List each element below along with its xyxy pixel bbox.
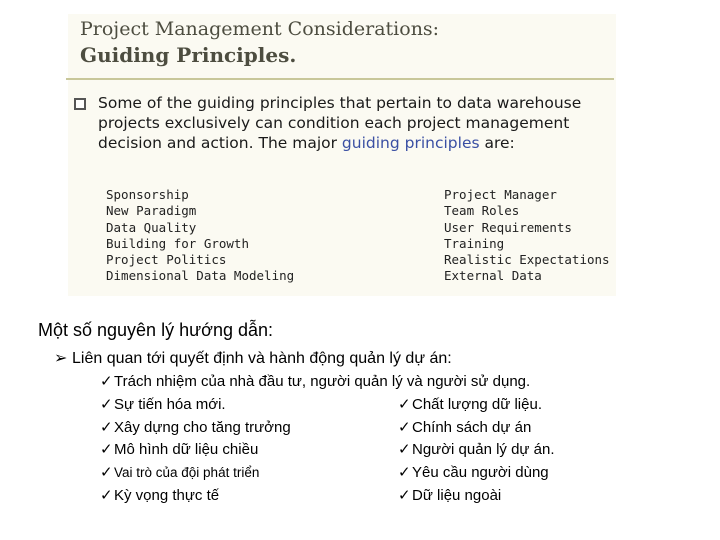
vietnamese-subheading	[54, 348, 718, 370]
principle-item: Project Politics	[106, 252, 227, 268]
arrow-bullet-icon: ➢	[54, 350, 68, 367]
title-divider	[66, 78, 614, 80]
checklist-item: Chất lượng dữ liệu.	[412, 395, 542, 413]
checklist-right-cell	[398, 417, 531, 440]
checklist-right-cell	[398, 462, 549, 485]
checklist-item: Yêu cầu người dùng	[412, 464, 549, 482]
checklist-right-cell	[398, 394, 542, 417]
checklist-item: Vai trò của đội phát triển	[114, 465, 260, 481]
principle-item: User Requirements	[444, 219, 572, 235]
check-icon: ✓	[398, 418, 411, 436]
intro-highlight: guiding principles	[341, 134, 480, 152]
check-icon: ✓	[100, 373, 113, 390]
checklist-row	[100, 371, 530, 394]
checklist-right-cell	[398, 485, 501, 508]
principle-item: Data Quality	[106, 219, 197, 235]
checklist-item: Trách nhiệm của nhà đầu tư, người quản lý và người sử dụng.	[114, 373, 531, 390]
checklist-item: Sự tiến hóa mới.	[114, 395, 226, 413]
principle-item: New Paradigm	[106, 203, 197, 219]
checklist-row	[100, 439, 555, 462]
checklist-item: Xây dựng cho tăng trưởng	[114, 418, 291, 436]
slide-title-line-2: Guiding Principles.	[80, 43, 297, 67]
checklist-row	[100, 485, 530, 508]
vietnamese-notes	[38, 318, 718, 370]
check-icon: ✓	[398, 441, 411, 459]
check-icon: ✓	[100, 395, 113, 413]
principle-item: Realistic Expectations	[444, 252, 610, 268]
principle-item: Project Manager	[444, 187, 557, 202]
principle-item: Sponsorship	[106, 187, 189, 202]
checklist-row	[100, 417, 530, 440]
check-icon: ✓	[100, 441, 113, 459]
square-bullet-icon	[74, 98, 86, 110]
checklist-right-cell	[398, 439, 555, 462]
principles-right-list	[444, 187, 610, 285]
principle-item: Team Roles	[444, 203, 520, 219]
check-icon: ✓	[100, 464, 113, 482]
check-icon: ✓	[398, 464, 411, 482]
subheading-text: Liên quan tới quyết định và hành động quản lý dự án:	[72, 350, 452, 367]
checklist-item: Người quản lý dự án.	[412, 441, 555, 459]
principle-item: External Data	[444, 268, 542, 284]
principle-item: Dimensional Data Modeling	[106, 268, 295, 284]
principles-left-list	[106, 187, 294, 285]
checklist-item: Mô hình dữ liệu chiều	[114, 441, 259, 459]
check-icon: ✓	[398, 486, 411, 504]
checklist-item: Dữ liệu ngoài	[412, 486, 502, 504]
vietnamese-heading: Một số nguyên lý hướng dẫn:	[38, 320, 273, 340]
intro-text: Some of the guiding principles that pertain to data warehouse projects exclusively can condition each project management decision and action. The major	[98, 94, 582, 152]
principle-item: Building for Growth	[106, 235, 249, 251]
intro-end: are:	[479, 134, 515, 152]
principle-item: Training	[444, 235, 505, 251]
check-icon: ✓	[398, 395, 411, 413]
checklist-row	[100, 394, 542, 417]
checklist-item: Kỳ vọng thực tế	[114, 486, 220, 504]
intro-paragraph	[98, 93, 618, 153]
vietnamese-checklist	[100, 371, 555, 508]
checklist-item: Chính sách dự án	[412, 418, 532, 436]
slide-title-line-1: Project Management Considerations:	[80, 18, 440, 40]
checklist-row	[100, 462, 549, 485]
check-icon: ✓	[100, 418, 113, 436]
check-icon: ✓	[100, 486, 113, 504]
